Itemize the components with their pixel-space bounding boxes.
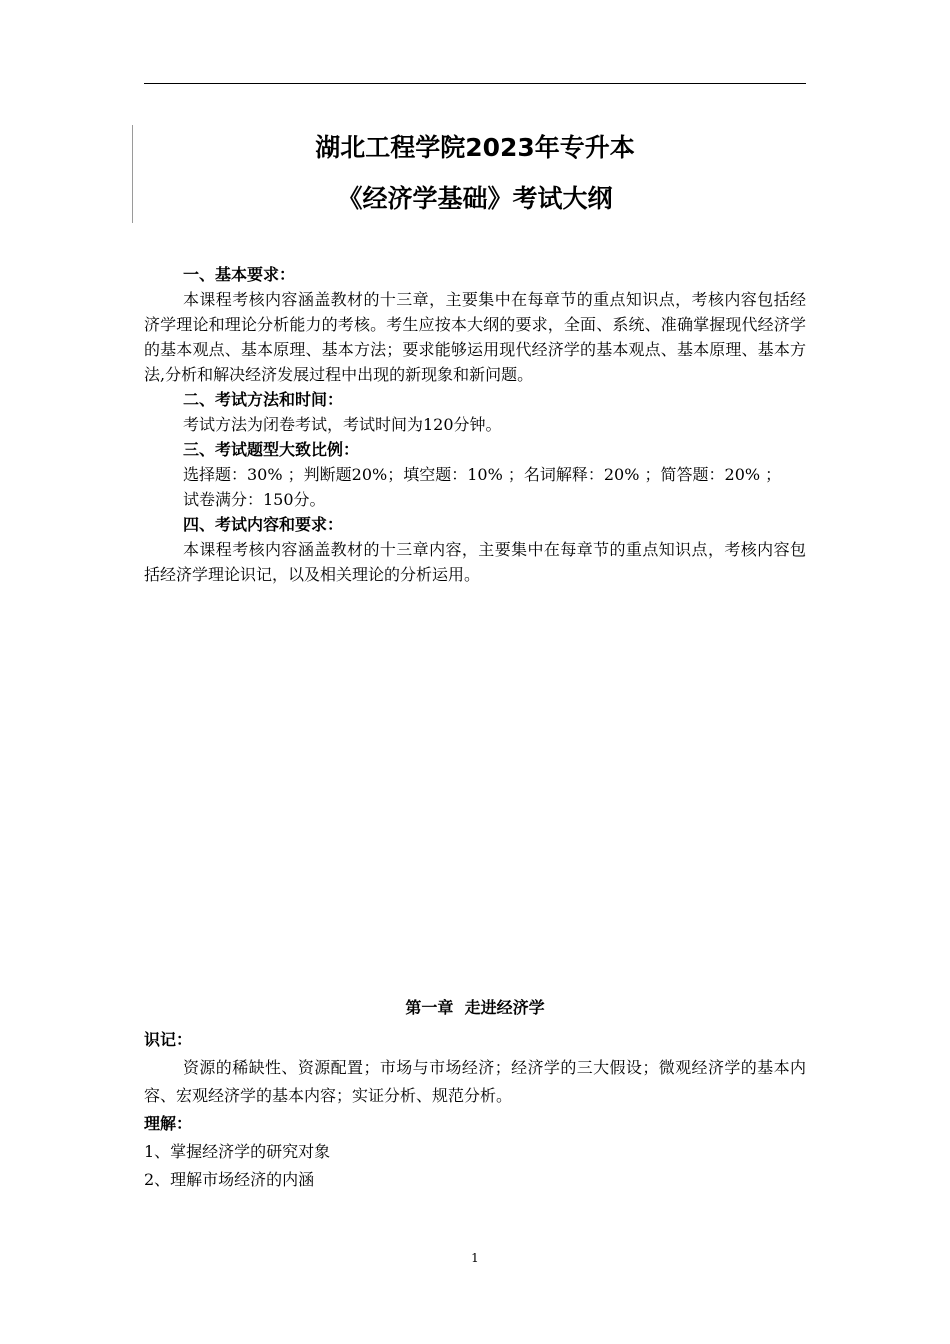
memorize-body: 资源的稀缺性、资源配置；市场与市场经济；经济学的三大假设；微观经济学的基本内容、宏观经济学的基本内容；实证分析、规范分析。 — [144, 1058, 806, 1105]
document-subtitle: 《经济学基础》考试大纲 — [337, 184, 613, 213]
section-body-score: 试卷满分：150分。 — [183, 490, 326, 509]
section-body-method: 考试方法为闭卷考试，考试时间为120分钟。 — [183, 415, 502, 434]
page-number: 1 — [471, 1251, 479, 1265]
requirements-section — [144, 262, 806, 587]
section-body-content: 本课程考核内容涵盖教材的十三章内容，主要集中在每章节的重点知识点，考核内容包括经济学理论识记，以及相关理论的分析运用。 — [144, 540, 806, 584]
section-heading-method: 二、考试方法和时间： — [183, 390, 344, 409]
section-body-types: 选择题：30% ；判断题20%；填空题：10% ；名词解释：20% ；简答题：20% ； — [183, 465, 782, 484]
understand-label: 理解： — [144, 1114, 193, 1133]
list-item: 1、掌握经济学的研究对象 — [144, 1142, 331, 1161]
chapter-title: 第一章 走进经济学 — [405, 998, 545, 1017]
list-item: 2、理解市场经济的内涵 — [144, 1170, 315, 1189]
memorize-label: 识记： — [144, 1030, 193, 1049]
section-body-basic: 本课程考核内容涵盖教材的十三章，主要集中在每章节的重点知识点，考核内容包括经济学理论和理论分析能力的考核。考生应按本大纲的要求，全面、系统、准确掌握现代经济学的基本观点、基本原理、基本方法；要求能够运用现代经济学的基本观点、基本原理、基本方法,分析和解决经济发展过程中出现的新现象和新问题。 — [144, 290, 806, 384]
section-heading-content: 四、考试内容和要求： — [183, 515, 344, 534]
chapter-body — [144, 1026, 806, 1194]
document-title: 湖北工程学院2023年专升本 — [315, 133, 635, 162]
margin-bar — [132, 125, 133, 223]
section-heading-basic: 一、基本要求： — [183, 265, 296, 284]
section-heading-types: 三、考试题型大致比例： — [183, 440, 360, 459]
header-rule — [144, 83, 806, 84]
